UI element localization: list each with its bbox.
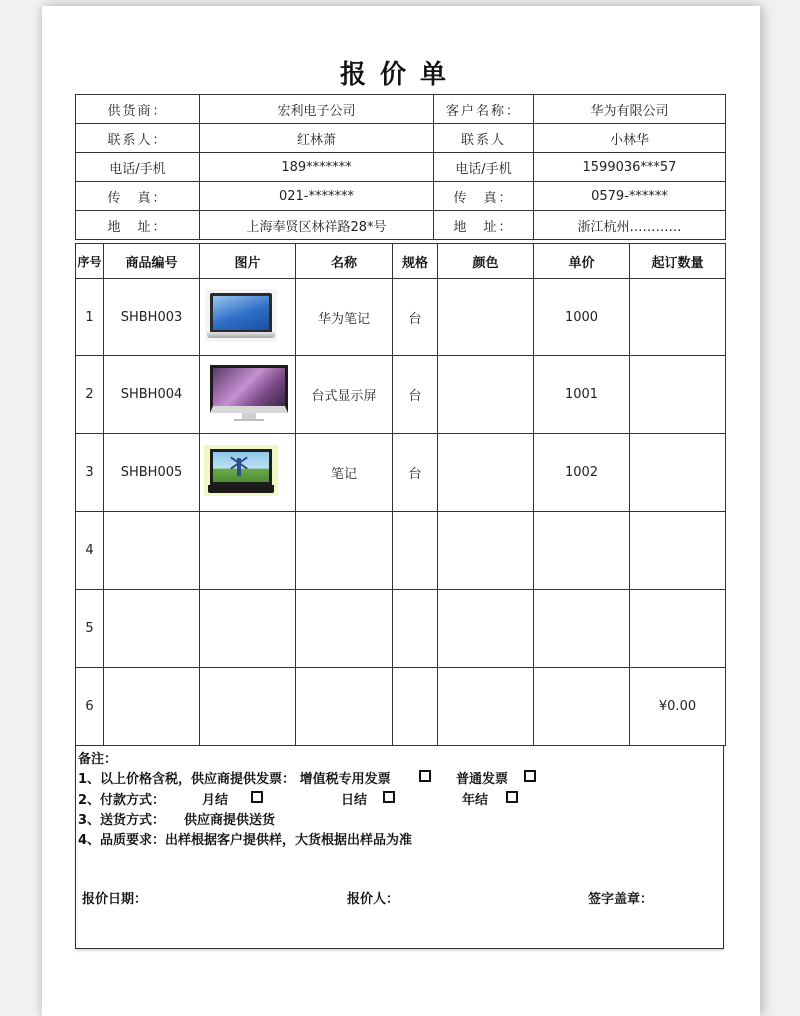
- row-spec[interactable]: [393, 668, 438, 746]
- row-no: 6: [76, 668, 104, 746]
- row-moq[interactable]: [630, 512, 726, 590]
- row-spec[interactable]: 台: [393, 434, 438, 512]
- payment-monthly-label: 月结: [202, 793, 229, 808]
- row-moq-total[interactable]: ¥0.00: [630, 668, 726, 746]
- quote-date-label: 报价日期：: [82, 892, 148, 907]
- header-no: 序号: [76, 244, 104, 279]
- header-name: 名称: [296, 244, 393, 279]
- daily-checkbox[interactable]: [383, 791, 395, 803]
- row-no: 1: [76, 279, 104, 356]
- table-row: [76, 434, 726, 512]
- row-code[interactable]: [104, 668, 200, 746]
- row-code[interactable]: [104, 590, 200, 668]
- row-image[interactable]: [200, 590, 296, 668]
- row-color[interactable]: [438, 590, 534, 668]
- row-no: 2: [76, 356, 104, 434]
- header-spec: 规格: [393, 244, 438, 279]
- invoice-text: 1、以上价格含税，供应商提供发票：: [78, 772, 296, 787]
- notes-line-quality: 4、品质要求：出样根据客户提供样，大货根据出样品为准: [78, 833, 413, 848]
- header-color: 颜色: [438, 244, 534, 279]
- row-price[interactable]: 1002: [534, 434, 630, 512]
- row-image[interactable]: [200, 356, 296, 434]
- row-name[interactable]: [296, 590, 393, 668]
- supplier-fax-value[interactable]: 021-*******: [200, 182, 434, 211]
- table-row: [76, 512, 726, 590]
- row-spec[interactable]: [393, 512, 438, 590]
- supplier-address-label: 地 址：: [76, 211, 200, 240]
- supplier-contact-value[interactable]: 红林萧: [200, 124, 434, 153]
- row-price[interactable]: [534, 668, 630, 746]
- row-name[interactable]: [296, 512, 393, 590]
- row-spec[interactable]: [393, 590, 438, 668]
- payment-yearly-label: 年结: [462, 793, 489, 808]
- row-code[interactable]: [104, 512, 200, 590]
- table-row: [76, 590, 726, 668]
- customer-contact-value[interactable]: 小林华: [534, 124, 726, 153]
- signature-stamp-label: 签字盖章：: [588, 892, 654, 907]
- notes-line-payment: 2、付款方式：: [78, 793, 166, 808]
- page-title: 报价单: [339, 60, 460, 90]
- items-table: [75, 243, 726, 746]
- row-name[interactable]: [296, 668, 393, 746]
- row-price[interactable]: 1001: [534, 356, 630, 434]
- row-no: 3: [76, 434, 104, 512]
- row-image[interactable]: [200, 434, 296, 512]
- table-row: [76, 668, 726, 746]
- row-moq[interactable]: [630, 356, 726, 434]
- customer-contact-label: 联系人: [434, 124, 534, 153]
- quoter-label: 报价人：: [347, 892, 400, 907]
- supplier-phone-label: 电话/手机: [76, 153, 200, 182]
- notes-line-delivery: 3、送货方式：: [78, 813, 166, 828]
- header-price: 单价: [534, 244, 630, 279]
- row-spec[interactable]: 台: [393, 356, 438, 434]
- customer-fax-label: 传 真：: [434, 182, 534, 211]
- customer-label: 客户名称：: [434, 95, 534, 124]
- row-color[interactable]: [438, 512, 534, 590]
- info-row-contact: [76, 124, 726, 153]
- desktop-monitor-image-icon: [210, 365, 288, 421]
- info-row-fax: [76, 182, 726, 211]
- row-moq[interactable]: [630, 590, 726, 668]
- row-code[interactable]: SHBH003: [104, 279, 200, 356]
- row-color[interactable]: [438, 356, 534, 434]
- info-row-phone: [76, 153, 726, 182]
- vat-invoice-checkbox[interactable]: [419, 770, 431, 782]
- header-moq: 起订数量: [630, 244, 726, 279]
- row-code[interactable]: SHBH004: [104, 356, 200, 434]
- row-image[interactable]: [200, 279, 296, 356]
- table-row: [76, 279, 726, 356]
- info-row-supplier: [76, 95, 726, 124]
- yearly-checkbox[interactable]: [506, 791, 518, 803]
- customer-address-label: 地 址：: [434, 211, 534, 240]
- row-image[interactable]: [200, 512, 296, 590]
- supplier-label: 供货商：: [76, 95, 200, 124]
- contact-info-table: [75, 94, 726, 240]
- laptop-image-icon: [205, 289, 277, 342]
- notes-line-invoice: [78, 768, 391, 787]
- supplier-value[interactable]: 宏利电子公司: [200, 95, 434, 124]
- row-color[interactable]: [438, 279, 534, 356]
- normal-invoice-checkbox[interactable]: [524, 770, 536, 782]
- payment-daily-label: 日结: [341, 793, 368, 808]
- laptop-windmill-image-icon: [204, 445, 278, 496]
- monthly-checkbox[interactable]: [251, 791, 263, 803]
- customer-phone-label: 电话/手机: [434, 153, 534, 182]
- row-code[interactable]: SHBH005: [104, 434, 200, 512]
- row-moq[interactable]: [630, 434, 726, 512]
- customer-value[interactable]: 华为有限公司: [534, 95, 726, 124]
- row-name[interactable]: 台式显示屏: [296, 356, 393, 434]
- row-moq[interactable]: [630, 279, 726, 356]
- row-no: 5: [76, 590, 104, 668]
- row-no: 4: [76, 512, 104, 590]
- supplier-phone-value[interactable]: 189*******: [200, 153, 434, 182]
- supplier-address-value[interactable]: 上海奉贤区林祥路28*号: [200, 211, 434, 240]
- row-color[interactable]: [438, 668, 534, 746]
- table-row: [76, 356, 726, 434]
- row-price[interactable]: [534, 590, 630, 668]
- notes-heading: 备注：: [78, 752, 118, 767]
- customer-phone-value[interactable]: 1599036***57: [534, 153, 726, 182]
- supplier-fax-label: 传 真：: [76, 182, 200, 211]
- invoice-vat-label: 增值税专用发票: [299, 772, 391, 787]
- header-code: 商品编号: [104, 244, 200, 279]
- row-name[interactable]: 华为笔记: [296, 279, 393, 356]
- row-color[interactable]: [438, 434, 534, 512]
- customer-fax-value[interactable]: 0579-******: [534, 182, 726, 211]
- row-spec[interactable]: 台: [393, 279, 438, 356]
- row-price[interactable]: [534, 512, 630, 590]
- row-price[interactable]: 1000: [534, 279, 630, 356]
- customer-address-value[interactable]: 浙江杭州…………: [534, 211, 726, 240]
- row-image[interactable]: [200, 668, 296, 746]
- header-image: 图片: [200, 244, 296, 279]
- info-row-address: [76, 211, 726, 240]
- supplier-contact-label: 联系人：: [76, 124, 200, 153]
- delivery-value: 供应商提供送货: [184, 813, 276, 828]
- notes-section: [75, 746, 724, 949]
- row-name[interactable]: 笔记: [296, 434, 393, 512]
- items-header-row: [76, 244, 726, 279]
- invoice-normal-label: 普通发票: [456, 772, 509, 787]
